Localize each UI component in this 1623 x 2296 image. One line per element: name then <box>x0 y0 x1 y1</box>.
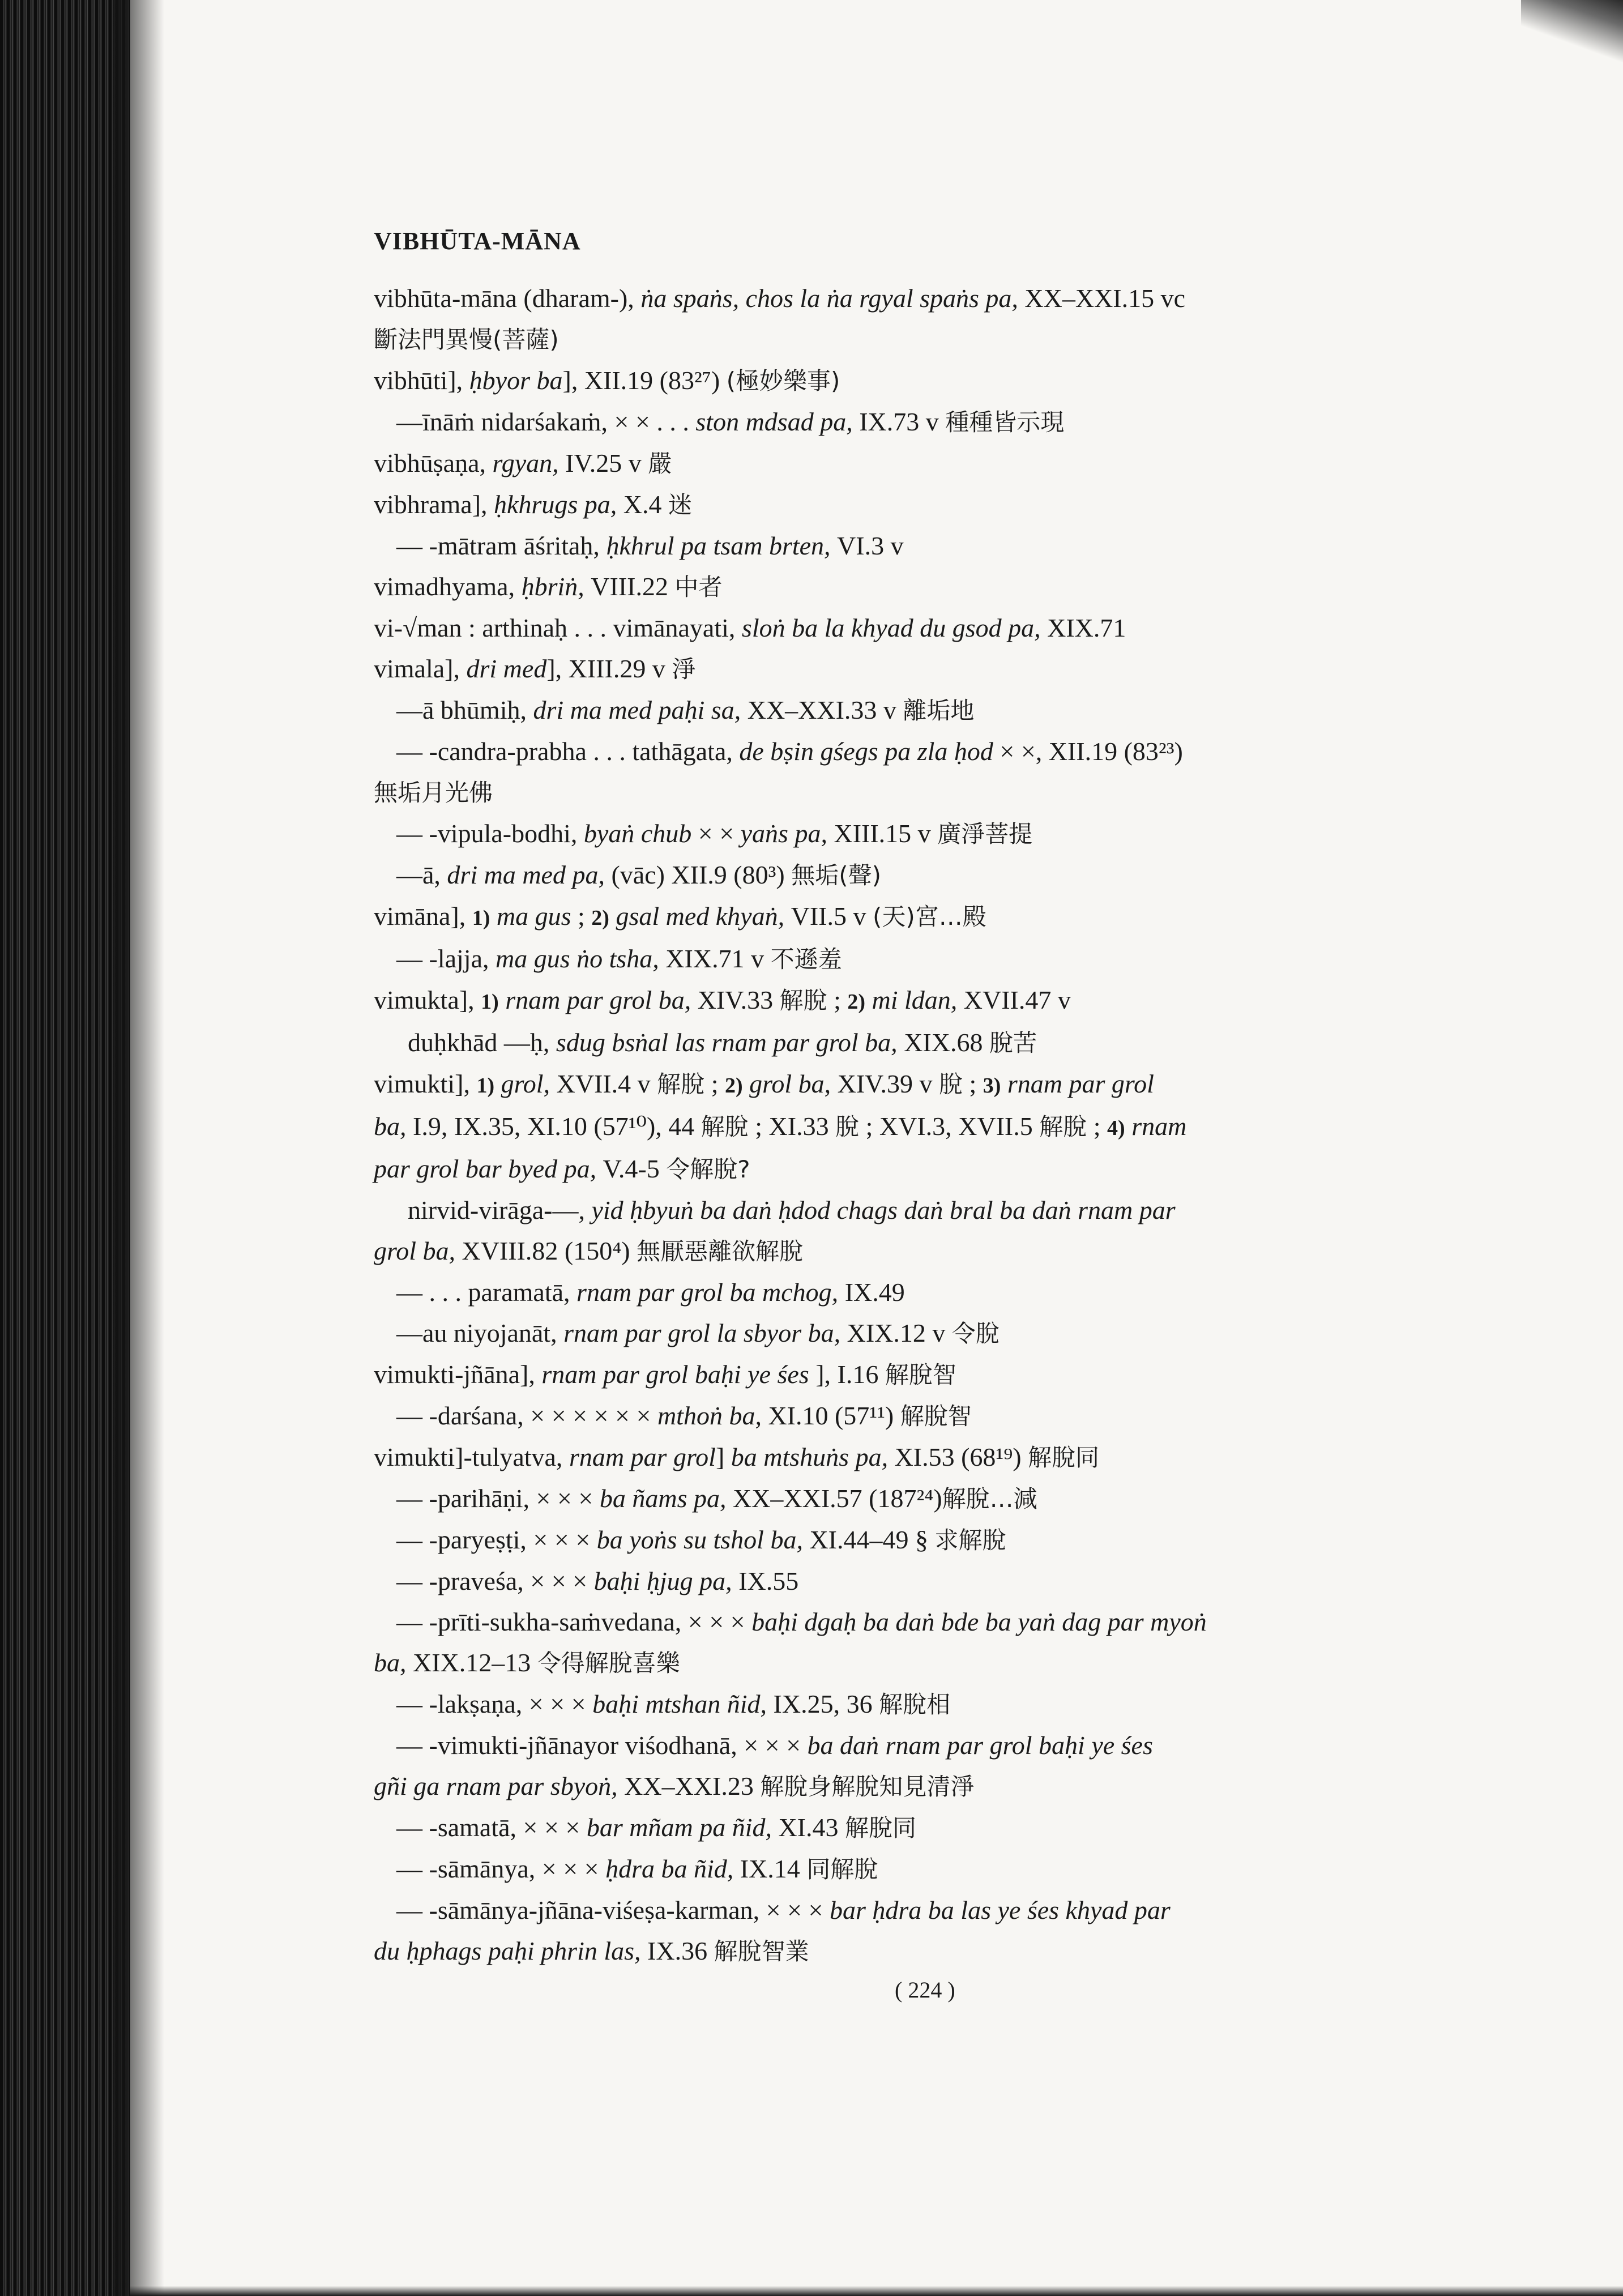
entry-text: — -sāmānya-jñāna-viśeṣa-karman, × × × <box>396 1896 830 1924</box>
dictionary-page <box>374 227 1489 1972</box>
entry-text: —ā, <box>396 860 447 889</box>
chinese-text: 不遜羞 <box>770 945 842 973</box>
entry-line <box>374 402 1489 443</box>
sense-number: 1) <box>481 990 499 1014</box>
tibetan-text: rnam par grol <box>1007 1069 1154 1098</box>
chinese-text: (極妙樂事) <box>726 367 840 395</box>
entry-text: — -vimukti-jñānayor viśodhanā, × × × <box>396 1731 808 1760</box>
entry-text: — -sāmānya, × × × <box>396 1854 606 1883</box>
chinese-text: 無垢(聲) <box>791 861 882 889</box>
sense-number: 2) <box>847 990 866 1014</box>
tibetan-text: byaṅ chub <box>583 819 692 848</box>
entry-text: XIV.33 <box>697 985 780 1014</box>
chinese-text: 解脫 <box>1039 1113 1087 1141</box>
tibetan-text: grol ba, <box>374 1236 462 1265</box>
tibetan-text: ba mtshuṅs pa, <box>731 1443 895 1471</box>
tibetan-text: mi ldan, <box>872 985 964 1014</box>
tibetan-text: ḥbyor ba <box>469 366 563 395</box>
entry-line <box>374 1561 1489 1602</box>
entry-text: vimadhyama, <box>374 572 522 601</box>
entry-text: — -prīti-sukha-saṁvedana, × × × <box>396 1607 752 1636</box>
entry-text <box>743 1069 750 1098</box>
entry-text: ; <box>1087 1112 1108 1141</box>
entry-line <box>374 566 1489 608</box>
entry-text: vibhūta-māna (dharam-), <box>374 284 641 313</box>
chinese-text: 求解脫 <box>934 1526 1006 1554</box>
entry-text: VII.5 v <box>791 902 873 931</box>
entry-text: — -lajja, <box>396 944 496 973</box>
tibetan-text: ma gus <box>496 902 571 931</box>
tibetan-text: yid ḥbyuṅ ba daṅ ḥdod chags daṅ bral ba daṅ rnam par <box>591 1196 1176 1224</box>
entry-text: XIX.12 v <box>847 1318 952 1347</box>
entry-line <box>374 360 1489 402</box>
entry-text: XIX.12–13 <box>413 1648 537 1677</box>
entry-line <box>374 1106 1489 1149</box>
tibetan-text: grol, <box>501 1069 557 1098</box>
entry-text: × × <box>691 819 741 848</box>
entry-text: vimukti]-tulyatva, <box>374 1443 569 1471</box>
tibetan-text: par grol bar byed pa, <box>374 1154 603 1183</box>
page-corner-shadow <box>1521 0 1623 68</box>
entry-text: (vāc) XII.9 (80³) <box>611 860 792 889</box>
entry-text: —īnāṁ nidarśakaṁ, × × . . . <box>396 407 696 436</box>
chinese-text: 解脫…減 <box>942 1485 1037 1513</box>
chinese-text: 解脫同 <box>845 1814 917 1842</box>
entry-text: vibhrama], <box>374 490 494 519</box>
page-number: ( 224 ) <box>895 1977 955 2003</box>
entry-text <box>1125 1112 1132 1141</box>
entry-text: VI.3 v <box>837 531 904 560</box>
entry-line <box>374 608 1489 648</box>
entry-line <box>374 938 1489 980</box>
entry-text: IX.36 <box>647 1936 714 1965</box>
entry-text <box>499 985 506 1014</box>
entry-text: XX–XXI.23 <box>624 1772 761 1800</box>
tibetan-text: sloṅ ba la khyad du gsod pa, <box>741 613 1048 642</box>
entry-line <box>374 1064 1489 1106</box>
chinese-text: 解脫 <box>657 1070 705 1098</box>
chinese-text: 解脫身解脫知見清淨 <box>760 1773 975 1800</box>
entry-text: XIX.71 <box>1047 613 1126 642</box>
entry-line <box>374 1602 1489 1642</box>
tibetan-text: gsal med khyaṅ, <box>616 902 791 931</box>
entry-line <box>374 1354 1489 1395</box>
tibetan-text: mthoṅ ba, <box>657 1401 768 1430</box>
entry-text: vimāna], <box>374 902 472 931</box>
binding-gutter <box>113 0 164 2296</box>
chinese-text: 令解脫? <box>666 1155 750 1183</box>
entry-text: X.4 <box>623 490 668 519</box>
entry-text: — -samatā, × × × <box>396 1813 587 1842</box>
chinese-text: 無垢月光佛 <box>374 779 493 806</box>
entry-text: IX.49 <box>844 1278 905 1307</box>
entry-text: XI.53 (68¹⁹) <box>894 1443 1028 1471</box>
entry-line <box>374 1395 1489 1437</box>
chinese-text: 無厭惡離欲解脫 <box>637 1237 804 1265</box>
entry-text: VIII.22 <box>591 572 675 601</box>
entry-line <box>374 1725 1489 1766</box>
entry-line <box>374 690 1489 731</box>
running-header: VIBHŪTA-MĀNA <box>374 227 581 255</box>
book-binding-shadow <box>0 0 130 2296</box>
entry-text: XX–XXI.33 v <box>747 695 903 724</box>
tibetan-text: sdug bsṅal las rnam par grol ba, <box>556 1028 904 1057</box>
entry-text: IV.25 v <box>565 449 648 477</box>
entry-line <box>374 772 1489 813</box>
entry-text: vimukti], <box>374 1069 477 1098</box>
chinese-text: (天)宮…殿 <box>872 903 986 931</box>
chinese-text: 廣淨菩提 <box>937 820 1033 848</box>
entry-text: ], I.16 <box>809 1360 885 1389</box>
entry-text <box>490 902 497 931</box>
chinese-text: 解脫 <box>701 1113 749 1141</box>
tibetan-text: bar mñam pa ñid, <box>586 1813 779 1842</box>
entry-line <box>374 896 1489 938</box>
entry-text: vi-√man : arthinaḥ . . . vimānayati, <box>374 613 742 642</box>
sense-number: 1) <box>476 1074 495 1098</box>
tibetan-text: baḥi mtshan ñid, <box>592 1689 774 1718</box>
tibetan-text: grol ba, <box>749 1069 838 1098</box>
entry-text: ], XII.19 (83²⁷) <box>562 366 727 395</box>
chinese-text: 解脫智 <box>885 1361 956 1389</box>
entry-text: XI.44–49 § <box>809 1525 935 1554</box>
entry-text: —ā bhūmiḥ, <box>396 695 533 724</box>
entry-text: — -parihāṇi, × × × <box>396 1484 600 1513</box>
entry-text: ; XVI.3, XVII.5 <box>859 1112 1040 1141</box>
tibetan-text: ba ñams pa, <box>599 1484 733 1513</box>
entry-text: XX–XXI.15 vc <box>1024 284 1186 313</box>
entry-line <box>374 1520 1489 1561</box>
entry-text: XI.10 (57¹¹) <box>768 1401 900 1430</box>
tibetan-text: ma gus ṅo tsha, <box>496 944 666 973</box>
entry-text: IX.14 <box>740 1854 807 1883</box>
chinese-text: 令得解脫喜樂 <box>537 1649 680 1677</box>
entry-text: — -paryeṣṭi, × × × <box>396 1525 597 1554</box>
entry-text: — . . . paramatā, <box>396 1278 577 1307</box>
entries-list <box>374 278 1489 1972</box>
entry-text: × ×, XII.19 (83²³) <box>993 737 1183 766</box>
chinese-text: 斷法門異慢(菩薩) <box>374 326 559 353</box>
chinese-text: 淨 <box>672 655 696 683</box>
tibetan-text: baḥi dgaḥ ba daṅ bde ba yaṅ dag par myoṅ <box>751 1607 1207 1636</box>
entry-text: nirvid-virāga-—, <box>408 1196 592 1224</box>
entry-text: XIII.15 v <box>834 819 938 848</box>
tibetan-text: gñi ga rnam par sbyoṅ, <box>374 1772 625 1800</box>
sense-number: 1) <box>472 906 490 930</box>
entry-text: XVIII.82 (150⁴) <box>462 1236 637 1265</box>
tibetan-text: dri ma med paḥi sa, <box>533 695 748 724</box>
chinese-text: 種種皆示現 <box>945 408 1065 436</box>
sense-number: 2) <box>724 1074 743 1098</box>
tibetan-text: ba yoṅs su tshol ba, <box>596 1525 810 1554</box>
chinese-text: 離垢地 <box>903 697 975 724</box>
chinese-text: 解脫相 <box>879 1691 951 1718</box>
entry-line <box>374 1931 1489 1972</box>
tibetan-text: ḥkhrugs pa, <box>494 490 623 519</box>
entry-text: ] <box>715 1443 731 1471</box>
entry-text: IX.25, 36 <box>773 1689 879 1718</box>
tibetan-text: ḥdra ba ñid, <box>605 1854 740 1883</box>
chinese-text: 脫 <box>938 1070 963 1098</box>
entry-text: — -darśana, × × × × × × <box>396 1401 657 1430</box>
entry-text <box>494 1069 501 1098</box>
tibetan-text: ba daṅ rnam par grol baḥi ye śes <box>807 1731 1153 1760</box>
chinese-text: 脫 <box>835 1113 860 1141</box>
entry-line <box>374 980 1489 1022</box>
entry-text: vimukti-jñāna], <box>374 1360 542 1389</box>
entry-text: — -praveśa, × × × <box>396 1567 594 1595</box>
entry-line <box>374 1684 1489 1725</box>
entry-text <box>1001 1069 1007 1098</box>
sense-number: 3) <box>983 1074 1001 1098</box>
tibetan-text: rnam par grol baḥi ye śes <box>541 1360 809 1389</box>
entry-text: — -lakṣaṇa, × × × <box>396 1689 593 1718</box>
sense-number: 4) <box>1107 1116 1125 1140</box>
entry-text: ; <box>704 1069 725 1098</box>
entry-text: vibhūti], <box>374 366 469 395</box>
entry-text: ; <box>962 1069 983 1098</box>
entry-text: XI.43 <box>778 1813 845 1842</box>
bottom-edge-shadow <box>130 2286 1623 2296</box>
entry-text: ; <box>571 902 592 931</box>
entry-text: XIV.39 v <box>837 1069 939 1098</box>
chinese-text: 解脫 <box>779 987 827 1014</box>
tibetan-text: dri ma med pa, <box>447 860 612 889</box>
tibetan-text: rnam par grol la sbyor ba, <box>563 1318 847 1347</box>
entry-line <box>374 1022 1489 1064</box>
tibetan-text: rnam par grol ba mchog, <box>576 1278 845 1307</box>
tibetan-text: rgyan, <box>492 449 566 477</box>
entry-text: XIX.68 <box>904 1028 989 1057</box>
chinese-text: 同解脫 <box>806 1855 878 1883</box>
chinese-text: 令脫 <box>951 1320 1000 1347</box>
entry-line <box>374 1766 1489 1807</box>
entry-text: vibhūṣaṇa, <box>374 449 493 477</box>
tibetan-text: yaṅs pa, <box>740 819 834 848</box>
entry-text: ], XIII.29 v <box>546 654 672 683</box>
entry-text: XX–XXI.57 (187²⁴) <box>732 1484 942 1513</box>
tibetan-text: rnam par grol ba, <box>505 985 698 1014</box>
entry-line <box>374 1642 1489 1684</box>
entry-text: ; <box>827 985 848 1014</box>
entry-text: — -candra-prabha . . . tathāgata, <box>396 737 740 766</box>
entry-line <box>374 1807 1489 1849</box>
entry-text: duḥkhād —ḥ, <box>408 1028 556 1057</box>
entry-line <box>374 319 1489 360</box>
entry-text: — -vipula-bodhi, <box>396 819 584 848</box>
tibetan-text: ston mdsad pa, <box>695 407 860 436</box>
entry-line <box>374 278 1489 319</box>
entry-line <box>374 1478 1489 1520</box>
chinese-text: 解脫智 <box>900 1402 972 1430</box>
entry-line <box>374 443 1489 484</box>
entry-text: IX.55 <box>738 1567 799 1595</box>
entry-text: XIX.71 v <box>665 944 771 973</box>
entry-text: XVII.4 v <box>556 1069 657 1098</box>
entry-line <box>374 484 1489 526</box>
entry-line <box>374 1231 1489 1272</box>
entry-text: vimukta], <box>374 985 481 1014</box>
entry-line <box>374 1890 1489 1931</box>
entry-text: — -mātram āśritaḥ, <box>396 531 607 560</box>
chinese-text: 脫苦 <box>989 1029 1037 1057</box>
tibetan-text: ḥkhrul pa tsam brten, <box>606 531 838 560</box>
entry-line <box>374 1313 1489 1354</box>
entry-line <box>374 526 1489 566</box>
tibetan-text: baḥi ḥjug pa, <box>593 1567 739 1595</box>
tibetan-text: ba, <box>374 1112 413 1141</box>
chinese-text: 迷 <box>668 491 693 519</box>
tibetan-text: dri med <box>466 654 547 683</box>
tibetan-text: rnam <box>1131 1112 1187 1141</box>
entry-text: vimala], <box>374 654 467 683</box>
entry-line <box>374 1437 1489 1478</box>
entry-text <box>865 985 872 1014</box>
chinese-text: 解脫智業 <box>714 1937 809 1965</box>
tibetan-text: de bṣin gśegs pa zla ḥod <box>739 737 993 766</box>
entry-text: —au niyojanāt, <box>396 1318 564 1347</box>
chinese-text: 嚴 <box>648 450 672 477</box>
tibetan-text: rnam par grol <box>569 1443 716 1471</box>
entry-line <box>374 648 1489 690</box>
chinese-text: 中者 <box>674 573 723 601</box>
chinese-text: 解脫同 <box>1028 1444 1100 1471</box>
entry-line <box>374 731 1489 772</box>
tibetan-text: ba, <box>374 1648 413 1677</box>
entry-line <box>374 1272 1489 1313</box>
entry-line <box>374 855 1489 896</box>
sense-number: 2) <box>591 906 609 930</box>
entry-text: IX.73 v <box>859 407 946 436</box>
entry-text: V.4-5 <box>603 1154 667 1183</box>
entry-line <box>374 1149 1489 1190</box>
tibetan-text: bar ḥdra ba las ye śes khyad par <box>830 1896 1171 1924</box>
entry-text <box>609 902 616 931</box>
tibetan-text: du ḥphags paḥi phrin las, <box>374 1936 648 1965</box>
entry-line <box>374 1190 1489 1231</box>
entry-line <box>374 1849 1489 1890</box>
entry-line <box>374 813 1489 855</box>
entry-text: XVII.47 v <box>963 985 1071 1014</box>
entry-text: I.9, IX.35, XI.10 (57¹⁰), 44 <box>413 1112 701 1141</box>
tibetan-text: ṅa spaṅs, chos la ṅa rgyal spaṅs pa, <box>640 284 1025 313</box>
entry-text: ; XI.33 <box>748 1112 836 1141</box>
tibetan-text: ḥbriṅ, <box>521 572 591 601</box>
